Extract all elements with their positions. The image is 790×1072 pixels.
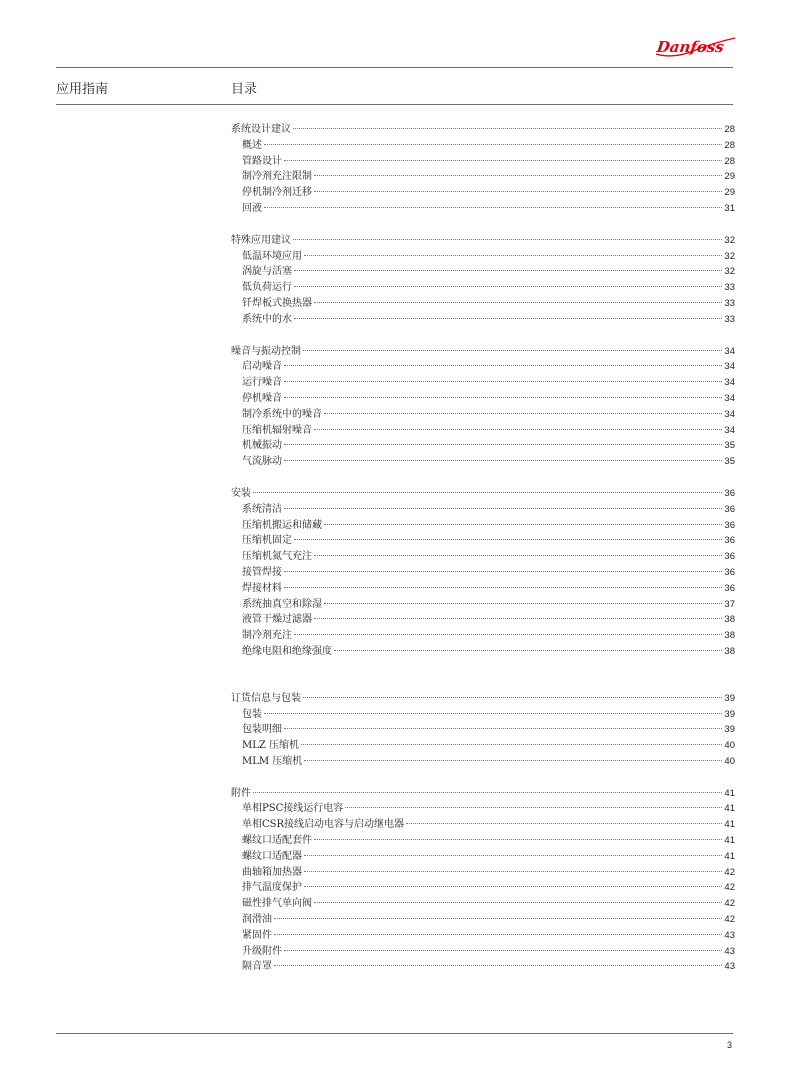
toc-entry-title: 停机制冷剂迁移 [242,187,312,199]
dot-leader [304,855,722,856]
toc-entry-title: 制冷系统中的噪音 [242,408,322,420]
toc-entry[interactable] [231,518,735,534]
toc-entry-title: 单相CSR接线启动电容与启动继电器 [242,819,405,831]
toc-entry-page: 34 [724,377,735,389]
dot-leader [284,397,722,398]
toc-entry-title: 回液 [242,202,262,214]
toc-entry-title: MLZ 压缩机 [242,740,300,752]
toc-entry-page: 42 [724,882,735,894]
dot-leader [314,175,722,176]
toc-entry-title: 运行噪音 [242,377,282,389]
toc-entry-page: 43 [724,945,735,957]
toc-entry-title: 低负荷运行 [242,282,292,294]
danfoss-logo [653,32,737,62]
dot-leader [314,429,722,430]
toc-entry-page: 38 [724,645,735,657]
toc-entry-page: 43 [724,961,735,973]
toc-entry[interactable] [231,312,735,328]
toc-entry-title: 系统中的水 [242,313,292,325]
toc-entry-page: 34 [724,345,735,357]
toc-entry-title: MLM 压缩机 [242,755,303,767]
toc-entry-page: 29 [724,171,735,183]
toc-entry-page: 36 [724,582,735,594]
toc-entry-page: 36 [724,551,735,563]
toc-entry[interactable] [231,533,735,549]
toc-entry-page: 29 [724,187,735,199]
toc-entry[interactable] [231,280,735,296]
toc-entry-page: 32 [724,234,735,246]
dot-leader [284,728,722,729]
toc-section [231,486,735,660]
toc-entry[interactable] [231,264,735,280]
dot-leader [324,603,722,604]
toc-entry-page: 33 [724,297,735,309]
toc-entry-title: 附件 [231,787,251,799]
dot-leader [253,792,722,793]
toc-entry-page: 34 [724,424,735,436]
dot-leader [294,634,722,635]
toc-entry-title: 概述 [242,139,262,151]
toc-entry[interactable] [231,201,735,217]
dot-leader [274,934,722,935]
toc-entry-title: 订货信息与包装 [231,692,301,704]
toc-entry-title: 磁性排气单向阀 [242,898,312,910]
toc-entry-title: 升级附件 [242,945,282,957]
toc-section [231,691,735,770]
toc-entry-page: 36 [724,503,735,515]
toc-entry-page: 41 [724,850,735,862]
toc-entry[interactable] [231,738,735,754]
toc-entry[interactable] [231,612,735,628]
toc-entry[interactable] [231,359,735,375]
toc-entry-page: 41 [724,803,735,815]
toc-entry-title: 焊接材料 [242,582,282,594]
toc-entry-title: 排气温度保护 [242,882,302,894]
dot-leader [284,444,722,445]
toc-entry-title: 液管干燥过滤器 [242,614,312,626]
toc-entry[interactable] [231,565,735,581]
dot-leader [314,618,722,619]
toc-section-heading[interactable] [231,122,735,138]
toc-entry[interactable] [231,454,735,470]
toc-entry-page: 39 [724,724,735,736]
toc-entry-title: 压缩机辐射噪音 [242,424,312,436]
toc-section-heading[interactable] [231,786,735,802]
toc-entry-title: 包装 [242,708,262,720]
toc-entry-page: 33 [724,282,735,294]
toc-entry-title: 系统清洁 [242,503,282,515]
toc-entry[interactable] [231,912,735,928]
dot-leader [284,160,722,161]
toc-entry[interactable] [231,880,735,896]
dot-leader [303,697,722,698]
toc-entry[interactable] [231,138,735,154]
toc-entry-page: 40 [724,740,735,752]
dot-leader [314,555,722,556]
toc-entry-title: 曲轴箱加热器 [242,866,302,878]
toc-entry[interactable] [231,169,735,185]
toc-entry[interactable] [231,154,735,170]
toc-entry-title: 特殊应用建议 [231,234,291,246]
dot-leader [304,760,722,761]
toc-section-heading[interactable] [231,344,735,360]
toc-entry-title: 绝缘电阻和绝缘强度 [242,645,332,657]
toc-entry[interactable] [231,833,735,849]
dot-leader [293,239,722,240]
dot-leader [284,587,722,588]
dot-leader [314,902,722,903]
toc-entry-title: 压缩机固定 [242,535,292,547]
footer-rule [56,1033,733,1034]
toc-entry[interactable] [231,707,735,723]
toc-entry-title: 低温环境应用 [242,250,302,262]
dot-leader [253,492,722,493]
dot-leader [294,286,722,287]
dot-leader [284,365,722,366]
toc-entry-page: 36 [724,566,735,578]
toc-entry-page: 33 [724,313,735,325]
toc-entry-page: 39 [724,708,735,720]
toc-section-heading[interactable] [231,233,735,249]
toc-entry-title: 压缩机氮气充注 [242,551,312,563]
dot-leader [294,318,722,319]
dot-leader [334,650,722,651]
toc-entry[interactable] [231,549,735,565]
toc-entry[interactable] [231,391,735,407]
toc-entry[interactable] [231,296,735,312]
toc-entry-title: 管路设计 [242,155,282,167]
toc-entry-page: 34 [724,361,735,373]
dot-leader [284,508,722,509]
svg-text:Danfoss: Danfoss [655,38,726,56]
toc-entry-page: 40 [724,755,735,767]
dot-leader [304,871,722,872]
toc-entry-page: 35 [724,456,735,468]
table-of-contents [231,122,735,975]
toc-entry-page: 43 [724,929,735,941]
toc-entry-title: 螺纹口适配套件 [242,835,312,847]
dot-leader [284,381,722,382]
toc-entry-title: 包装明细 [242,724,282,736]
toc-entry-title: 系统设计建议 [231,124,291,135]
toc-section [231,122,735,217]
toc-entry-page: 28 [724,155,735,167]
toc-entry-page: 38 [724,614,735,626]
toc-entry[interactable] [231,438,735,454]
toc-entry-page: 34 [724,408,735,420]
toc-entry[interactable] [231,801,735,817]
toc-entry-title: 启动噪音 [242,361,282,373]
toc-entry-page: 32 [724,266,735,278]
dot-leader [294,270,722,271]
toc-section-heading[interactable] [231,486,735,502]
toc-entry[interactable] [231,597,735,613]
dot-leader [303,350,722,351]
toc-entry-page: 39 [724,692,735,704]
page-number: 3 [727,1040,733,1050]
dot-leader [314,302,722,303]
dot-leader [301,744,722,745]
dot-leader [304,255,722,256]
dot-leader [274,918,722,919]
toc-entry-page: 36 [724,487,735,499]
toc-entry[interactable] [231,644,735,660]
toc-entry[interactable] [231,375,735,391]
toc-entry[interactable] [231,928,735,944]
header-rule-bottom [56,104,733,105]
toc-entry[interactable] [231,865,735,881]
toc-entry[interactable] [231,896,735,912]
dot-leader [284,460,722,461]
toc-entry-title: 气流脉动 [242,456,282,468]
dot-leader [284,950,722,951]
toc-entry-title: 噪音与振动控制 [231,345,301,357]
toc-entry-page: 31 [724,202,735,214]
toc-entry[interactable] [231,944,735,960]
toc-entry-title: 停机噪音 [242,392,282,404]
dot-leader [304,886,722,887]
toc-entry-page: 34 [724,392,735,404]
dot-leader [314,191,722,192]
toc-entry-title: 钎焊板式换热器 [242,297,312,309]
dot-leader [264,207,722,208]
toc-entry[interactable] [231,581,735,597]
toc-entry-title: 系统抽真空和除湿 [242,598,322,610]
dot-leader [324,413,722,414]
toc-entry[interactable] [231,407,735,423]
toc-entry-title: 压缩机搬运和储藏 [242,519,322,531]
toc-entry-page: 41 [724,787,735,799]
section-label: 应用指南 [56,82,109,97]
toc-entry-page: 42 [724,866,735,878]
toc-entry-title: 紧固件 [242,929,272,941]
header-rule-top [56,67,733,68]
toc-entry-title: 制冷剂充注限制 [242,171,312,183]
toc-entry-page: 37 [724,598,735,610]
dot-leader [293,128,722,129]
toc-entry-title: 润滑油 [242,914,272,926]
toc-section-heading[interactable] [231,691,735,707]
toc-entry[interactable] [231,722,735,738]
page-title: 目录 [231,82,258,97]
toc-section [231,344,735,470]
dot-leader [406,823,722,824]
toc-entry-page: 28 [724,124,735,135]
toc-entry-page: 36 [724,519,735,531]
toc-entry-title: 接管焊接 [242,566,282,578]
toc-entry-page: 28 [724,139,735,151]
toc-entry-page: 36 [724,535,735,547]
toc-entry-title: 机械振动 [242,440,282,452]
toc-entry[interactable] [231,249,735,265]
dot-leader [264,713,722,714]
dot-leader [314,839,722,840]
toc-entry-title: 螺纹口适配器 [242,850,302,862]
toc-entry[interactable] [231,502,735,518]
toc-section [231,233,735,328]
dot-leader [345,807,722,808]
toc-entry-title: 单相PSC接线运行电容 [242,803,344,815]
dot-leader [294,539,722,540]
toc-entry[interactable] [231,849,735,865]
toc-entry[interactable] [231,959,735,975]
dot-leader [284,571,722,572]
toc-entry-title: 安装 [231,487,251,499]
toc-entry[interactable] [231,185,735,201]
toc-entry[interactable] [231,817,735,833]
toc-entry-title: 制冷剂充注 [242,630,292,642]
toc-entry-page: 35 [724,440,735,452]
toc-entry-page: 42 [724,898,735,910]
toc-entry[interactable] [231,628,735,644]
toc-entry-page: 42 [724,914,735,926]
toc-entry[interactable] [231,423,735,439]
dot-leader [324,524,722,525]
dot-leader [274,965,722,966]
toc-entry-page: 38 [724,630,735,642]
toc-entry-page: 32 [724,250,735,262]
toc-entry-page: 41 [724,835,735,847]
toc-entry-page: 41 [724,819,735,831]
toc-entry-title: 涡旋与活塞 [242,266,292,278]
dot-leader [264,144,722,145]
toc-entry[interactable] [231,754,735,770]
toc-entry-title: 隔音罩 [242,961,272,973]
toc-section [231,786,735,976]
